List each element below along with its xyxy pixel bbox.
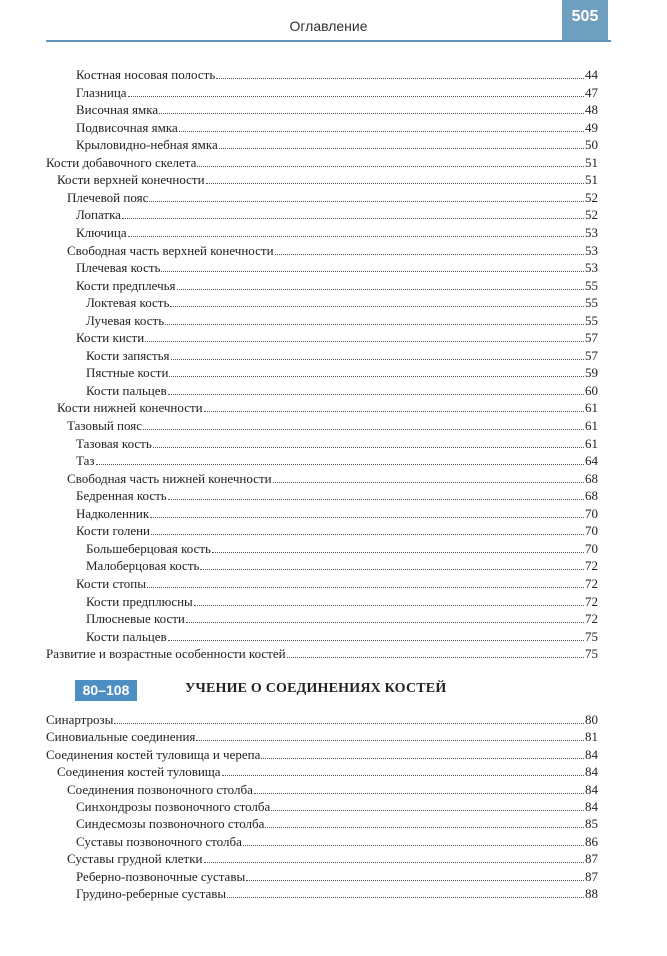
toc-entry-page: 87	[585, 851, 598, 867]
toc-entry-label: Суставы грудной клетки	[67, 851, 203, 867]
toc-entry-label: Кости верхней конечности	[57, 172, 205, 188]
toc-entry-label: Малоберцовая кость	[86, 558, 200, 574]
toc-entry-label: Бедренная кость	[76, 488, 167, 504]
toc-entry-page: 68	[585, 488, 598, 504]
toc-entry	[67, 470, 598, 487]
toc-entry	[76, 259, 598, 276]
dot-leader	[216, 66, 584, 79]
dot-leader	[168, 487, 584, 500]
toc-entry-page: 70	[585, 540, 598, 556]
toc-entry	[76, 815, 598, 832]
toc-entry	[76, 277, 598, 294]
toc-entry-page: 61	[585, 418, 598, 433]
dot-leader	[149, 189, 584, 202]
page-number-badge: 505	[562, 0, 608, 40]
toc-entry-page: 61	[585, 435, 598, 451]
toc-entry	[76, 329, 598, 346]
toc-entry-label: Кости пальцев	[86, 382, 167, 398]
toc-entry	[86, 557, 598, 574]
dot-leader	[275, 242, 584, 255]
page-header	[46, 10, 611, 42]
section-title: УЧЕНИЕ О СОЕДИНЕНИЯХ КОСТЕЙ	[185, 681, 447, 696]
toc-entry-label: Тазовая кость	[76, 435, 152, 451]
toc-entry-label: Кости голени	[76, 523, 151, 539]
toc-entry-page: 84	[585, 764, 598, 780]
toc-entry-page: 81	[585, 729, 598, 745]
dot-leader	[165, 312, 584, 325]
toc-entry	[76, 206, 598, 223]
toc-entry-label: Кости запястья	[86, 347, 170, 363]
toc-entry	[76, 136, 598, 153]
toc-entry-page: 55	[585, 312, 598, 328]
toc-entry-page: 70	[585, 523, 598, 539]
dot-leader	[254, 781, 584, 794]
toc-entry	[76, 522, 598, 539]
toc-entry-page: 84	[585, 746, 598, 762]
toc-entry-page: 53	[585, 242, 598, 258]
toc-entry-label: Тазовый пояс	[67, 418, 142, 433]
toc-entry-page: 84	[585, 799, 598, 814]
toc-entry-label: Кости предплечья	[76, 277, 176, 293]
toc-entry-page: 75	[585, 628, 598, 644]
dot-leader	[153, 435, 584, 448]
toc-entry	[86, 294, 598, 311]
dot-leader	[169, 364, 584, 377]
toc-entry-page: 52	[585, 207, 598, 223]
toc-entry-label: Височная ямка	[76, 102, 159, 118]
toc-entry	[76, 885, 598, 902]
toc-entry	[76, 435, 598, 452]
toc-entry-page: 53	[585, 224, 598, 240]
dot-leader	[177, 277, 584, 290]
toc-entry-page: 80	[585, 712, 598, 727]
dot-leader	[128, 224, 584, 237]
toc-entry-label: Синхондрозы позвоночного столба	[76, 799, 271, 814]
toc-entry-page: 50	[585, 137, 598, 153]
toc-entry	[76, 798, 598, 815]
dot-leader	[159, 101, 584, 114]
dot-leader	[168, 628, 584, 641]
dot-leader	[170, 294, 584, 307]
toc-entry	[76, 575, 598, 592]
toc-entry-label: Костная носовая полость	[76, 67, 216, 82]
toc-entry-label: Лучевая кость	[86, 312, 165, 328]
toc-entry-label: Реберно-позвоночные суставы	[76, 868, 246, 884]
toc-entry	[86, 347, 598, 364]
dot-leader	[171, 347, 584, 360]
toc-entry-label: Синовиальные соединения	[46, 729, 196, 745]
toc-entry-label: Пястные кости	[86, 365, 169, 381]
toc-entry-page: 88	[585, 886, 598, 901]
toc-entry-page: 72	[585, 593, 598, 609]
toc-entry-label: Кости добавочного скелета	[46, 154, 197, 170]
toc-entry	[46, 645, 598, 662]
dot-leader	[194, 593, 584, 606]
toc-entry-page: 70	[585, 505, 598, 521]
toc-entry	[46, 154, 598, 171]
toc-entry-page: 85	[585, 816, 598, 832]
toc-entry-page: 52	[585, 189, 598, 205]
dot-leader	[261, 746, 584, 759]
dot-leader	[246, 868, 584, 881]
dot-leader	[206, 171, 584, 184]
toc-entry	[86, 593, 598, 610]
dot-leader	[227, 885, 584, 898]
toc-entry-label: Локтевая кость	[86, 295, 170, 311]
toc-entry-page: 47	[585, 84, 598, 100]
toc-entry-label: Плечевой пояс	[67, 189, 149, 205]
toc-entry	[76, 66, 598, 83]
toc-entry-label: Кости кисти	[76, 330, 145, 346]
toc-entry-page: 86	[585, 833, 598, 849]
toc-entry-label: Свободная часть нижней конечности	[67, 470, 272, 486]
toc-entry	[86, 382, 598, 399]
toc-entry-label: Кости пальцев	[86, 628, 167, 644]
toc-entry	[67, 417, 598, 434]
toc-entry-label: Соединения костей туловища	[57, 764, 221, 780]
toc-entry	[76, 224, 598, 241]
dot-leader	[122, 206, 584, 219]
toc-entry-page: 57	[585, 330, 598, 346]
dot-leader	[128, 84, 584, 97]
dot-leader	[200, 557, 584, 570]
section-page-range: 80–108	[75, 680, 137, 701]
toc-entry-page: 48	[585, 102, 598, 118]
toc-entry-page: 59	[585, 365, 598, 381]
toc-entry-label: Глазница	[76, 84, 127, 100]
toc-entry-page: 55	[585, 295, 598, 311]
toc-entry-page: 57	[585, 347, 598, 363]
toc-entry-label: Таз	[76, 453, 95, 469]
dot-leader	[168, 382, 584, 395]
toc-entry-label: Грудино-реберные суставы	[76, 886, 227, 901]
toc-entry-page: 68	[585, 470, 598, 486]
toc-entry	[67, 242, 598, 259]
toc-entry	[46, 728, 598, 745]
dot-leader	[204, 399, 584, 412]
toc-entry	[86, 610, 598, 627]
toc-entry	[57, 763, 598, 780]
toc-entry-label: Лопатка	[76, 207, 121, 223]
toc-entry-page: 84	[585, 781, 598, 797]
toc-entry-page: 64	[585, 453, 598, 469]
dot-leader	[145, 329, 584, 342]
toc-entry	[86, 364, 598, 381]
toc-entry	[67, 189, 598, 206]
toc-entry	[76, 84, 598, 101]
toc-entry-page: 72	[585, 611, 598, 627]
toc-entry	[46, 746, 598, 763]
dot-leader	[273, 470, 584, 483]
toc-entry	[46, 711, 598, 728]
dot-leader	[197, 154, 584, 167]
dot-leader	[143, 417, 584, 430]
toc-entry	[57, 171, 598, 188]
toc-entry-label: Синартрозы	[46, 712, 114, 727]
dot-leader	[150, 505, 584, 518]
dot-leader	[196, 728, 584, 741]
toc-entry-label: Суставы позвоночного столба	[76, 833, 242, 849]
dot-leader	[222, 763, 584, 776]
toc-entry	[86, 540, 598, 557]
toc-entry-label: Синдесмозы позвоночного столба	[76, 816, 265, 832]
toc-entry-page: 49	[585, 119, 598, 135]
dot-leader	[96, 452, 584, 465]
toc-entry-label: Соединения костей туловища и черепа	[46, 746, 261, 762]
dot-leader	[287, 645, 584, 658]
toc-entry-label: Подвисочная ямка	[76, 119, 178, 135]
toc-entry-page: 44	[585, 67, 598, 82]
header-title: Оглавление	[289, 18, 368, 34]
toc-entry	[76, 119, 598, 136]
toc-entry-label: Крыловидно-небная ямка	[76, 137, 218, 153]
toc-entry	[76, 487, 598, 504]
toc-entry-label: Плечевая кость	[76, 260, 161, 276]
toc-entry-label: Свободная часть верхней конечности	[67, 242, 274, 258]
toc-entry-page: 72	[585, 558, 598, 574]
toc-entry	[76, 452, 598, 469]
dot-leader	[147, 575, 584, 588]
toc-entry	[86, 628, 598, 645]
toc-entry-label: Большеберцовая кость	[86, 540, 211, 556]
toc-entry-label: Кости нижней конечности	[57, 400, 203, 416]
dot-leader	[204, 850, 585, 863]
dot-leader	[219, 136, 584, 149]
toc-entry-label: Кости стопы	[76, 575, 146, 591]
toc-entry-page: 60	[585, 382, 598, 398]
toc-entry	[86, 312, 598, 329]
toc-entry	[76, 505, 598, 522]
toc-entry-page: 53	[585, 260, 598, 276]
dot-leader	[271, 798, 584, 811]
toc-entry-page: 51	[585, 154, 598, 170]
toc-entry-label: Кости предплюсны	[86, 593, 193, 609]
toc-entry-label: Плюсневые кости	[86, 611, 185, 627]
toc-entry-label: Ключица	[76, 224, 127, 240]
toc-entry	[67, 781, 598, 798]
toc-entry-label: Надколенник	[76, 505, 150, 521]
toc-entry	[57, 399, 598, 416]
toc-entry-page: 75	[585, 646, 598, 662]
dot-leader	[161, 259, 584, 272]
toc-entry-page: 51	[585, 172, 598, 188]
dot-leader	[265, 815, 584, 828]
dot-leader	[114, 711, 584, 724]
dot-leader	[243, 833, 584, 846]
toc-entry-page: 87	[585, 868, 598, 884]
dot-leader	[179, 119, 584, 132]
toc-entry-page: 72	[585, 575, 598, 591]
toc-entry-label: Развитие и возрастные особенности костей	[46, 646, 286, 662]
dot-leader	[151, 522, 584, 535]
dot-leader	[212, 540, 584, 553]
toc-entry	[76, 868, 598, 885]
toc-entry-page: 61	[585, 400, 598, 416]
toc-entry-label: Соединения позвоночного столба	[67, 781, 253, 797]
dot-leader	[186, 610, 584, 623]
toc-entry	[76, 833, 598, 850]
toc-entry	[67, 850, 598, 867]
toc-entry	[76, 101, 598, 118]
toc-entry-page: 55	[585, 277, 598, 293]
